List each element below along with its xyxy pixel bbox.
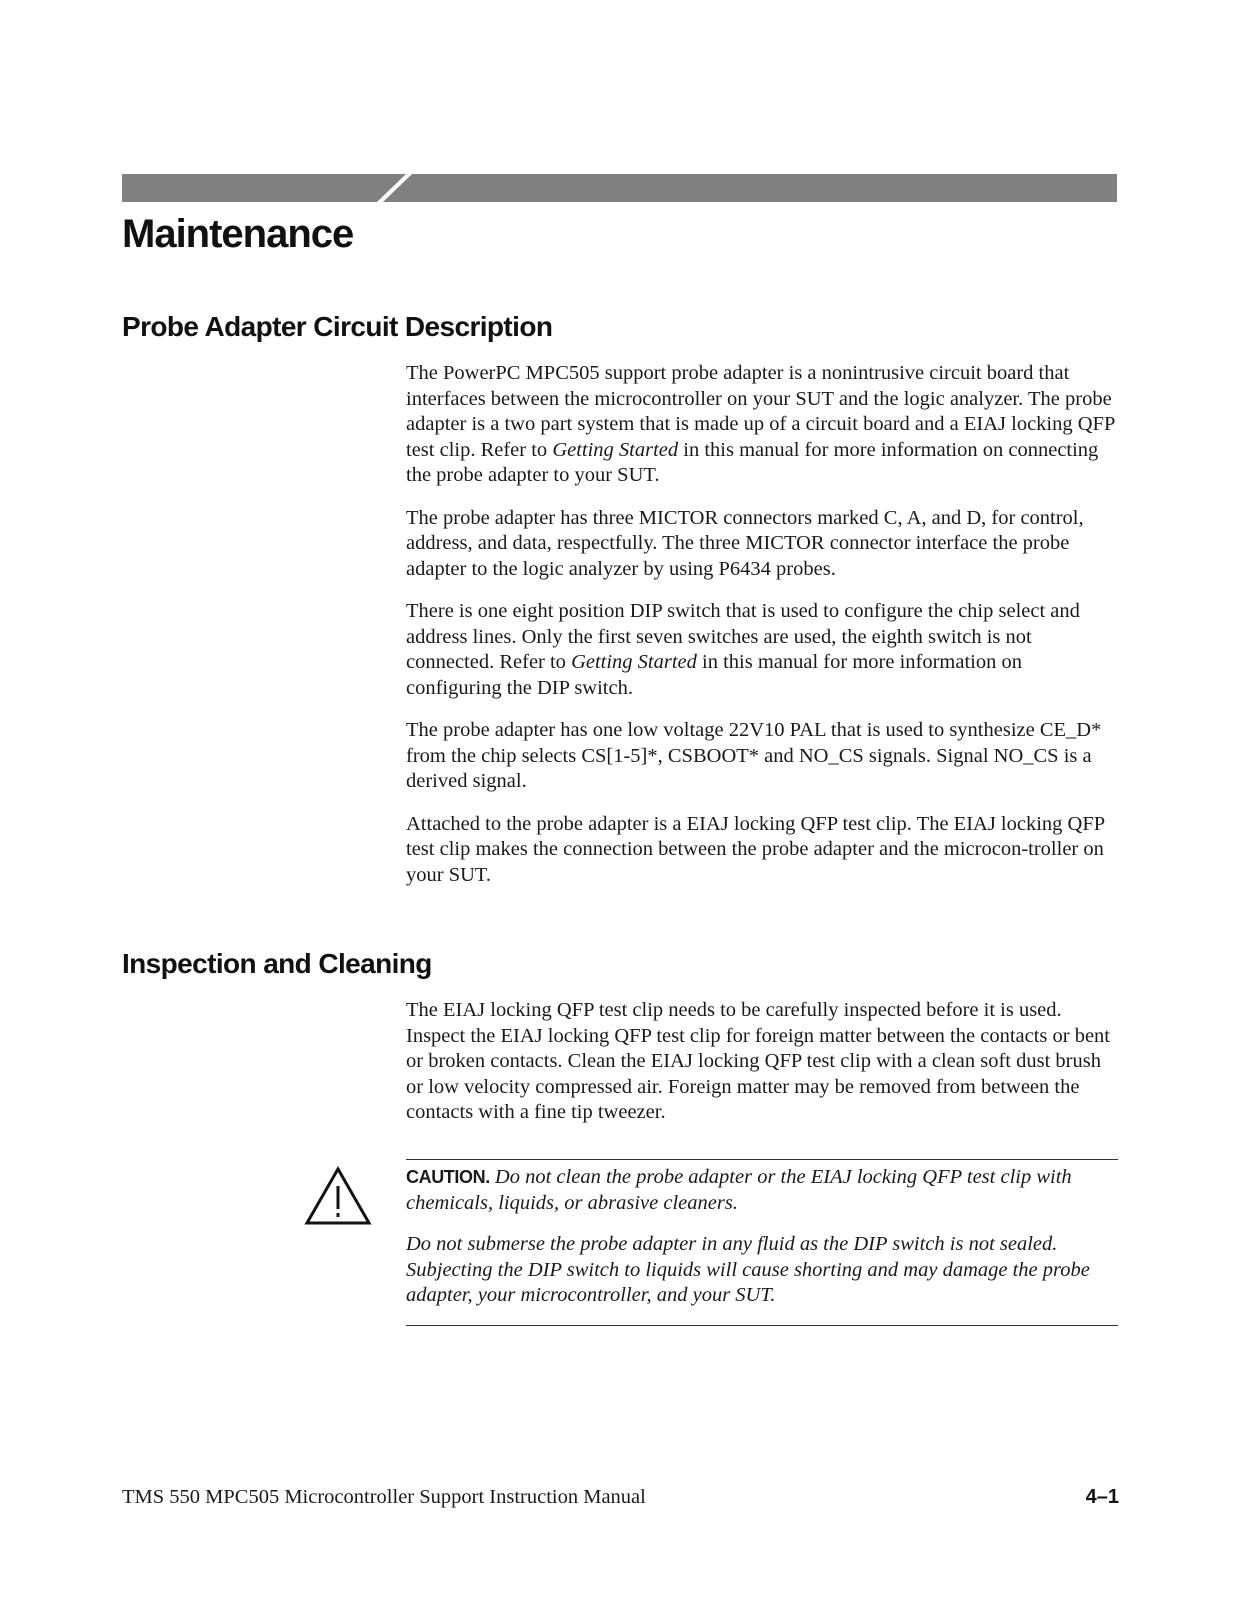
header-bar-right-segment — [383, 174, 1117, 202]
header-bar-graphic — [122, 174, 1117, 202]
paragraph-text: in this manual for more information on connecting the probe adapter to your SUT. — [406, 438, 1099, 486]
section-body-probe-adapter — [406, 361, 1118, 905]
paragraph-text: There is one eight position DIP switch that is used to configure the chip select and address lines. Only the first seven switches are used, the eighth switch is not connected. Refer to — [406, 600, 1080, 673]
section-title-probe-adapter: Probe Adapter Circuit Description — [122, 311, 553, 342]
chapter-header-bar — [122, 174, 1117, 202]
warning-triangle-icon — [304, 1166, 372, 1226]
caution-label: CAUTION. — [406, 1167, 490, 1187]
footer-manual-title: TMS 550 MPC505 Microcontroller Support Instruction Manual — [122, 1486, 646, 1508]
caution-paragraph: Do not submerse the probe adapter in any fluid as the DIP switch is not sealed. Subjecting the DIP switch to liquids will cause shorting and may damage the probe adapter, your microcontroller, and your SUT. — [406, 1233, 1090, 1306]
cross-reference: Getting Started — [571, 651, 697, 673]
footer-page-number: 4–1 — [1085, 1486, 1119, 1508]
section-title-inspection: Inspection and Cleaning — [122, 948, 432, 979]
paragraph — [406, 599, 1118, 701]
paragraph: The EIAJ locking QFP test clip needs to be carefully inspected before it is used. Inspect the EIAJ locking QFP test clip for foreign matter between the contacts or bent or broken contacts. Clean the EIAJ locking QFP test clip with a clean soft dust brush or low velocity compressed air. Foreign matter may be removed from between the contacts with a fine tip tweezer. — [406, 999, 1111, 1123]
paragraph: Attached to the probe adapter is a EIAJ locking QFP test clip. The EIAJ locking QFP test clip makes the connection between the probe adapter and the microcon-troller on your SUT. — [406, 812, 1105, 886]
chapter-title: Maintenance — [122, 212, 354, 256]
cross-reference: Getting Started — [552, 438, 679, 461]
paragraph — [406, 361, 1118, 489]
paragraph-text: in this manual for more information on configuring the DIP switch. — [406, 651, 1022, 699]
caution-text: Do not clean the probe adapter or the EIAJ locking QFP test clip with chemicals, liquids, or abrasive cleaners. — [406, 1166, 1072, 1214]
section-body-inspection — [406, 998, 1118, 1143]
caution-paragraph — [406, 1165, 1118, 1216]
paragraph: The probe adapter has one low voltage 22V10 PAL that is used to synthesize CE_D* from the chip selects CS[1-5]*, CSBOOT* and NO_CS signals. Signal NO_CS is a derived signal. — [406, 719, 1102, 792]
paragraph: The probe adapter has three MICTOR connectors marked C, A, and D, for control, address, and data, respectfully. The three MICTOR connector interface the probe adapter to the logic analyzer by using P6434 probes. — [406, 506, 1084, 580]
header-bar-left-segment — [122, 174, 406, 202]
paragraph-text: The PowerPC MPC505 support probe adapter is a nonintrusive circuit board that interfaces between the microcontroller on your SUT and the logic analyzer. The probe adapter is a two part system that is made up of a circuit board and a EIAJ locking QFP test clip. Refer to — [406, 362, 1115, 461]
caution-notice — [406, 1159, 1118, 1326]
